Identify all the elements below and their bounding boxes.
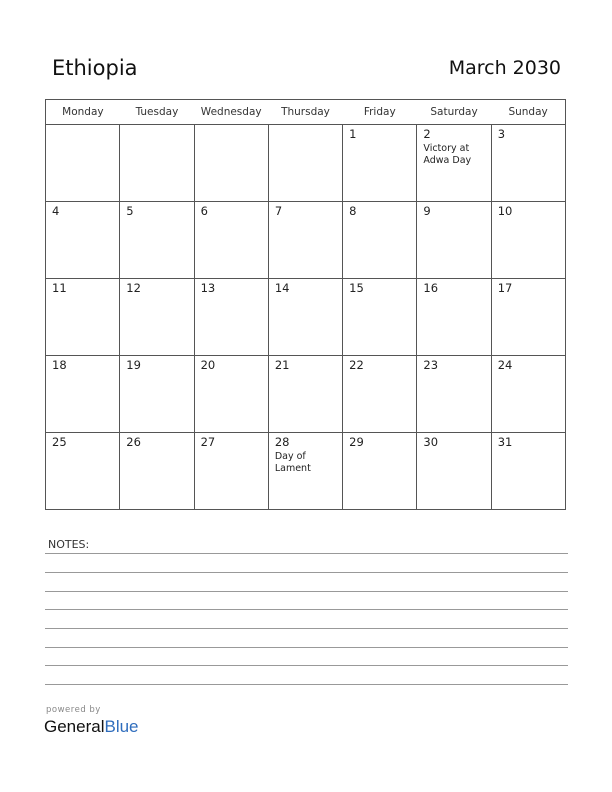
- holiday-label: [269, 372, 342, 374]
- weekday-header: Wednesday: [194, 100, 268, 125]
- day-number: 18: [52, 358, 67, 372]
- week-row: [46, 356, 566, 433]
- holiday-label: [343, 295, 416, 297]
- holiday-label: [46, 295, 119, 297]
- calendar-grid: [45, 99, 566, 510]
- holiday-label: [46, 372, 119, 374]
- weekday-header: Saturday: [417, 100, 491, 125]
- notes-line: [45, 553, 568, 554]
- day-cell: [194, 202, 268, 279]
- day-number: 17: [497, 281, 513, 295]
- day-number: 26: [126, 435, 141, 449]
- day-cell: [46, 433, 120, 510]
- weekday-header-row: [46, 100, 566, 125]
- holiday-label: [269, 218, 342, 220]
- holiday-label: [417, 295, 490, 297]
- day-number: 21: [274, 358, 290, 372]
- day-cell: [491, 356, 565, 433]
- holiday-label: [269, 128, 342, 130]
- day-cell: [491, 125, 565, 202]
- day-cell: [120, 125, 194, 202]
- day-number: 4: [52, 204, 60, 218]
- day-number: 24: [497, 358, 513, 372]
- holiday-label: [343, 372, 416, 374]
- generalblue-logo: [44, 717, 139, 737]
- day-cell: [46, 356, 120, 433]
- brand-blue: Blue: [104, 717, 139, 736]
- notes-line: [45, 609, 568, 610]
- notes-line: [45, 684, 568, 685]
- week-row: [46, 433, 566, 510]
- day-number: 7: [274, 204, 283, 218]
- weekday-header: Monday: [46, 100, 120, 125]
- day-number: 22: [349, 358, 364, 372]
- holiday-label: [120, 218, 193, 220]
- day-number: 28: [274, 435, 290, 449]
- day-cell: [417, 125, 491, 202]
- day-cell: [268, 279, 342, 356]
- holiday-label: [492, 295, 565, 297]
- day-number: 23: [423, 358, 439, 372]
- day-cell: [268, 125, 342, 202]
- day-cell: [343, 125, 417, 202]
- notes-line: [45, 647, 568, 648]
- notes-label: NOTES:: [48, 538, 90, 551]
- day-cell: [194, 279, 268, 356]
- month-title: March 2030: [448, 57, 561, 79]
- day-cell: [268, 202, 342, 279]
- holiday-label: [343, 449, 416, 451]
- holiday-label: [492, 141, 565, 143]
- weekday-header: Sunday: [491, 100, 565, 125]
- holiday-label: [492, 218, 565, 220]
- holiday-label: [343, 218, 416, 220]
- day-number: 25: [52, 435, 67, 449]
- day-number: 12: [126, 281, 141, 295]
- holiday-label: [120, 372, 193, 374]
- day-number: 16: [423, 281, 439, 295]
- day-cell: [343, 202, 417, 279]
- notes-line: [45, 591, 568, 592]
- holiday-label: [46, 128, 119, 130]
- day-cell: [46, 125, 120, 202]
- day-cell: [343, 279, 417, 356]
- day-number: 6: [200, 204, 208, 218]
- day-cell: [120, 279, 194, 356]
- day-number: 27: [200, 435, 216, 449]
- holiday-label: Day of Lament: [274, 451, 311, 474]
- holiday-label: Victory at Adwa Day: [423, 143, 472, 166]
- day-cell: [417, 433, 491, 510]
- notes-line: [45, 628, 568, 629]
- holiday-label: [195, 128, 268, 130]
- holiday-label: [46, 449, 119, 451]
- holiday-label: [343, 141, 416, 143]
- day-cell: [194, 433, 268, 510]
- holiday-label: [195, 295, 268, 297]
- notes-line: [45, 572, 568, 573]
- day-number: 10: [497, 204, 513, 218]
- holiday-label: [417, 449, 490, 451]
- day-cell: [417, 202, 491, 279]
- holiday-label: [492, 372, 565, 374]
- day-cell: [46, 279, 120, 356]
- weekday-header: Friday: [343, 100, 417, 125]
- holiday-label: [46, 218, 119, 220]
- weekday-header: Thursday: [268, 100, 342, 125]
- day-cell: [343, 433, 417, 510]
- holiday-label: [195, 449, 268, 451]
- weekday-header: Tuesday: [120, 100, 194, 125]
- day-number: 3: [497, 127, 506, 141]
- day-cell: [417, 356, 491, 433]
- day-cell: [194, 125, 268, 202]
- day-cell: [343, 356, 417, 433]
- notes-line: [45, 665, 568, 666]
- holiday-label: [417, 218, 490, 220]
- day-number: 31: [497, 435, 513, 449]
- day-number: 30: [423, 435, 439, 449]
- holiday-label: [269, 295, 342, 297]
- powered-by-text: powered by: [46, 705, 101, 715]
- day-number: 8: [349, 204, 357, 218]
- day-cell: [120, 356, 194, 433]
- day-cell: [491, 279, 565, 356]
- holiday-label: [120, 128, 193, 130]
- day-cell: [268, 356, 342, 433]
- week-row: [46, 202, 566, 279]
- day-number: 11: [52, 281, 67, 295]
- day-cell: [417, 279, 491, 356]
- day-number: 2: [423, 127, 431, 141]
- day-cell: [120, 433, 194, 510]
- day-cell: [194, 356, 268, 433]
- day-cell: [120, 202, 194, 279]
- holiday-label: [120, 449, 193, 451]
- day-number: 14: [274, 281, 290, 295]
- holiday-label: [120, 295, 193, 297]
- day-number: 1: [349, 127, 357, 141]
- week-row: [46, 279, 566, 356]
- holiday-label: [195, 218, 268, 220]
- day-number: 5: [126, 204, 134, 218]
- week-row: [46, 125, 566, 202]
- day-number: 29: [349, 435, 364, 449]
- day-cell: [491, 202, 565, 279]
- holiday-label: [492, 449, 565, 451]
- brand-general: General: [44, 717, 105, 736]
- day-number: 15: [349, 281, 364, 295]
- day-number: 9: [423, 204, 431, 218]
- day-number: 19: [126, 358, 141, 372]
- day-cell: [46, 202, 120, 279]
- day-number: 20: [200, 358, 216, 372]
- holiday-label: [195, 372, 268, 374]
- day-cell: [268, 433, 342, 510]
- country-title: Ethiopia: [52, 56, 138, 80]
- day-cell: [491, 433, 565, 510]
- holiday-label: [417, 372, 490, 374]
- day-number: 13: [200, 281, 216, 295]
